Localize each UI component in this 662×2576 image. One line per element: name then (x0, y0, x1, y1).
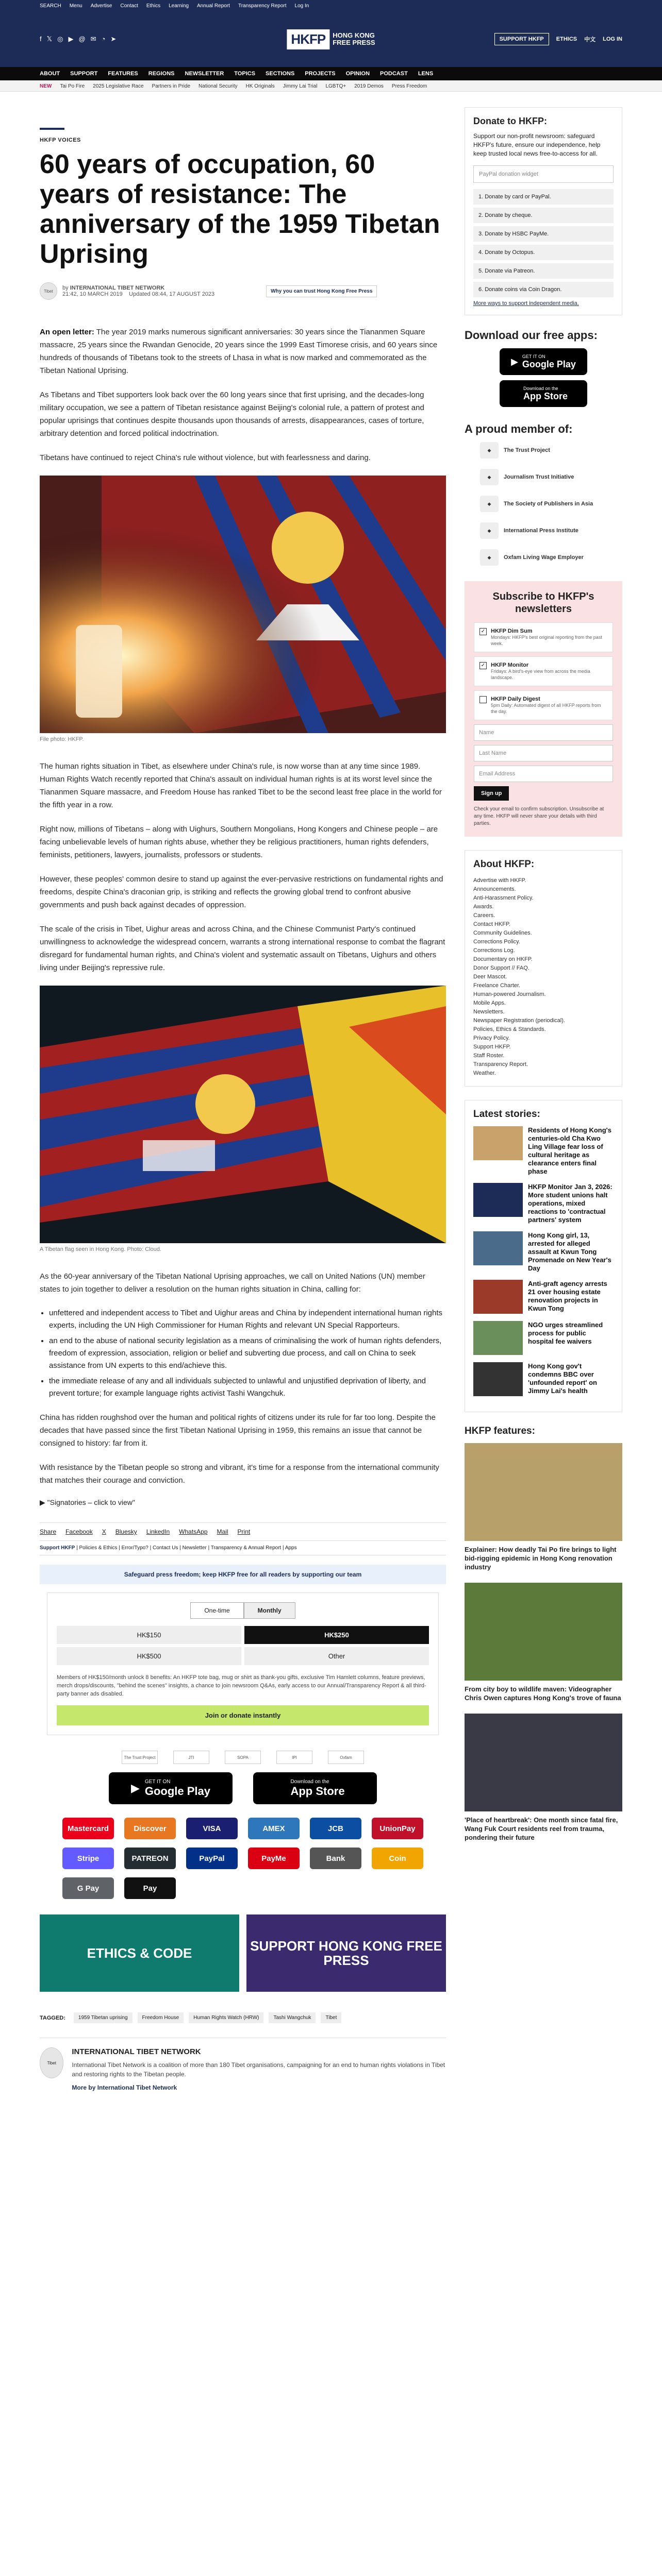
paragraph: China has ridden roughshod over the human and political rights of citizens under its rule for far too long. Despite the decades that have passed since the first Tibetan National Uprising in 1959, this remains an issue that cannot be consigned to history: far from it. (40, 1413, 436, 1448)
latest-story[interactable] (473, 1183, 614, 1224)
about-link[interactable]: Careers. (473, 912, 495, 919)
logo-line-2: FREE PRESS (333, 39, 375, 46)
donate-lead: Support our non-profit newsroom: safeguard HKFP's future, ensure our independence, help keep trusted local news free-to-access for all. (473, 132, 601, 157)
donate-option[interactable]: 5. Donate via Patreon. (473, 263, 614, 279)
trending-nav (0, 80, 662, 92)
partner-logo: JTI (173, 1751, 209, 1764)
paragraph: As the 60-year anniversary of the Tibetan National Uprising approaches, we call on United Nations (UN) member states to join together to deliver a resolution on the human rights situation in China, calling for: (40, 1272, 425, 1294)
article (40, 128, 446, 2092)
author-box (40, 2038, 446, 2092)
nav-item[interactable]: OPINION (345, 71, 370, 77)
paragraph-text: The year 2019 marks numerous significant anniversaries: 30 years since the Tiananmen Square massacre, 25 years since the Rwandan Genocide, 20 years since the 1999 East Timorese crisis, and 60 years since hundreds of thousands of Tibetans took to the streets of Lhasa in what is now marked and commemorated as the Tibetan National Uprising. (40, 328, 438, 375)
about-link[interactable]: Advertise with HKFP. (473, 877, 526, 884)
join-donate-button[interactable]: Join or donate instantly (57, 1705, 429, 1725)
newsletter-signup (465, 581, 622, 837)
learning-link[interactable]: Learning (169, 3, 189, 9)
member-name: International Press Institute (504, 528, 578, 534)
safeguard-banner[interactable]: Safeguard press freedom; keep HKFP free for all readers by supporting our team (40, 1565, 446, 1584)
nav-item[interactable]: NEWSLETTER (185, 71, 224, 77)
tag-link[interactable]: Human Rights Watch (HRW) (189, 2012, 263, 2023)
google-play-label: Google Play (144, 1784, 211, 1798)
share-label: Share (40, 1528, 57, 1535)
article-body (40, 326, 446, 1507)
newsletter-option-text (491, 662, 607, 681)
checkbox[interactable]: ✓ (479, 628, 487, 635)
about-link[interactable]: Staff Roster. (473, 1053, 505, 1059)
payment-methods (62, 1818, 423, 1899)
nav-item[interactable]: SECTIONS (266, 71, 295, 77)
about-link[interactable]: Weather. (473, 1070, 496, 1076)
trending-link[interactable]: HK Originals (245, 83, 275, 89)
app-store-label: App Store (290, 1784, 345, 1798)
facebook-icon[interactable]: f (40, 35, 42, 43)
paragraph: Tibetans have continued to reject China's rule without violence, but with fearlessness and daring. (40, 453, 371, 462)
author-link[interactable]: INTERNATIONAL TIBET NETWORK (70, 285, 165, 291)
trending-link[interactable]: Press Freedom (391, 83, 427, 89)
member-mark-icon: ◆ (480, 496, 499, 512)
payment-logo: Pay (124, 1877, 176, 1899)
tag-link[interactable]: 1959 Tibetan uprising (74, 2012, 133, 2023)
trending-link[interactable]: 2025 Legislative Race (93, 83, 144, 89)
separator: | (117, 1545, 122, 1551)
telegram-icon[interactable]: ➤ (110, 35, 117, 43)
feature-image[interactable] (465, 1443, 622, 1541)
newsletter-input[interactable]: Email Address (474, 766, 613, 782)
sidebar-app-store-top: Download on the (523, 385, 558, 391)
payment-logo: AMEX (248, 1818, 300, 1839)
features-section (465, 1426, 622, 1842)
about-link[interactable]: Privacy Policy. (473, 1035, 510, 1041)
about-link[interactable]: Support HKFP. (473, 1044, 511, 1050)
member-logo[interactable] (480, 522, 622, 539)
latest-story[interactable] (473, 1362, 614, 1396)
nav-item[interactable]: TOPICS (234, 71, 256, 77)
photo-flag-hong-kong (40, 986, 446, 1243)
sidebar-google-play-top: GET IT ON (522, 353, 545, 359)
member-perks: Members of HK$150/month unlock 8 benefits: An HKFP tote bag, mug or shirt as thank-you gifts, exclusive Tim Hamlett columns, feature previews, merch drops/discounts, "behind the scenes" insights, a chance to join newsroom Q&As, early access to our Annual/Transparency Report & all third-party banner ads disabled. (57, 1674, 426, 1697)
payment-logo: Coin (372, 1848, 423, 1869)
nav-item[interactable]: LENS (418, 71, 434, 77)
demand-item: • unfettered and independent access to Tibet and Uighur areas and China by independent international human rights experts, including the UN High Commissioner for Human Rights and relevant UN Special Rapporteurs. (49, 1307, 446, 1332)
tag-link[interactable]: Freedom House (138, 2012, 184, 2023)
story-title[interactable]: Anti-graft agency arrests 21 over housing estate renovation projects in Kwun Tong (528, 1280, 607, 1312)
about-link[interactable]: Human-powered Journalism. (473, 991, 546, 997)
trending-link[interactable]: Jimmy Lai Trial (283, 83, 318, 89)
trending-link[interactable]: Tai Po Fire (60, 83, 85, 89)
paragraph: The human rights situation in Tibet, as elsewhere under China's rule, is now worse than at any time since 1989. Human Rights Watch recently reported that China's assault on individual human rights is at its worst level since the Tiananmen Square massacre, and Freedom House has ranked Tibet to be the second least free place in the world for the fifth year in a row. (40, 762, 442, 809)
app-store-badge[interactable] (253, 1772, 377, 1804)
about-link[interactable]: Newspaper Registration (periodical). (473, 1018, 565, 1024)
latest-story[interactable] (473, 1231, 614, 1273)
demand-item: • an end to the abuse of national security legislation as a means of criminalising the work of human rights defenders, freedom of expression, association, religion or belief and subverting due process, and call on China to seek assistance from UN experts to this end/achieve this. (49, 1335, 446, 1372)
nav-item[interactable]: REGIONS (148, 71, 175, 77)
about-link[interactable]: Transparency Report. (473, 1061, 528, 1067)
sidebar-app-store[interactable] (500, 380, 587, 407)
paypal-widget[interactable]: PayPal donation widget (473, 165, 614, 183)
latest-story[interactable] (473, 1126, 614, 1176)
newsletter-option-text (491, 696, 607, 715)
partner-logo: SOPA (225, 1751, 261, 1764)
payment-logo: Stripe (62, 1848, 114, 1869)
member-logo[interactable] (480, 442, 622, 459)
amount-option[interactable]: HK$150 (57, 1626, 241, 1644)
paragraph (40, 326, 446, 377)
donate-option[interactable]: 3. Donate by HSBC PayMe. (473, 226, 614, 242)
amount-option[interactable]: Other (244, 1647, 429, 1665)
sidebar-app-store-label: App Store (523, 391, 568, 401)
google-play-top: GET IT ON (144, 1778, 171, 1785)
x-icon[interactable]: 𝕏 (46, 35, 53, 43)
feature-title[interactable]: From city boy to wildlife maven: Videographer Chris Owen captures Hong Kong's trove of fauna (465, 1685, 621, 1702)
story-title[interactable]: NGO urges streamlined process for public hospital fee waivers (528, 1321, 603, 1345)
apps-title: Download our free apps: (465, 329, 598, 342)
newsletter-input[interactable]: Last Name (474, 745, 613, 761)
threads-icon[interactable]: @ (78, 35, 86, 43)
payment-logo: Mastercard (62, 1818, 114, 1839)
donate-card (465, 107, 622, 315)
annual-report-link[interactable]: Annual Report (197, 3, 230, 9)
newsletter-option[interactable] (474, 622, 613, 652)
promo-banners (40, 1914, 446, 1992)
support-hkfp-button[interactable]: SUPPORT HKFP (494, 33, 549, 45)
newsletter-name: HKFP Monitor (491, 662, 529, 668)
about-link[interactable]: Community Guidelines. (473, 930, 532, 936)
main-nav (0, 67, 662, 80)
menu-link[interactable]: Menu (69, 3, 82, 9)
about-list (473, 876, 614, 1078)
checkbox[interactable]: ✓ (479, 662, 487, 669)
payment-logo: Discover (124, 1818, 176, 1839)
member-list (465, 442, 622, 566)
google-play-icon: ▶ (130, 1782, 140, 1794)
feature-story[interactable] (465, 1583, 622, 1702)
share-link[interactable]: X (102, 1528, 106, 1535)
feature-story[interactable] (465, 1714, 622, 1842)
share-link[interactable]: Print (237, 1528, 251, 1535)
photo-caption: File photo: HKFP. (40, 736, 84, 742)
newsletter-title: Subscribe to HKFP's newsletters (492, 591, 594, 615)
separator: | (75, 1545, 79, 1551)
separator: | (281, 1545, 285, 1551)
paragraph: With resistance by the Tibetan people so strong and vibrant, it's time for a response from the international community that matches their courage and conviction. (40, 1463, 439, 1485)
share-link[interactable]: LinkedIn (146, 1528, 170, 1535)
member-name: The Trust Project (504, 447, 550, 453)
donate-option[interactable]: 6. Donate coins via Coin Dragon. (473, 282, 614, 297)
sidebar (465, 116, 622, 2092)
about-title: About HKFP: (473, 859, 535, 870)
footer-link[interactable]: Policies & Ethics (79, 1545, 118, 1551)
about-link[interactable]: Mobile Apps. (473, 1000, 506, 1006)
donate-options (473, 189, 614, 297)
story-title[interactable]: Residents of Hong Kong's centuries-old Cha Kwo Ling Village fear loss of cultural heritage as clearance enters final phase (528, 1126, 611, 1175)
publish-date: 21:42, 10 MARCH 2019 (62, 291, 123, 297)
newsletter-option[interactable] (474, 690, 613, 720)
feature-title[interactable]: Explainer: How deadly Tai Po fire brings to light bid-rigging epidemic in Hong Kong renovation industry (465, 1546, 617, 1571)
donation-widget (47, 1592, 439, 1735)
share-link[interactable]: WhatsApp (179, 1528, 208, 1535)
masthead (0, 11, 662, 67)
checkbox[interactable] (479, 696, 487, 703)
tags-label: TAGGED: (40, 2014, 65, 2021)
story-title[interactable]: Hong Kong girl, 13, arrested for alleged assault at Kwun Tong Promenade on New Year's Day (528, 1231, 611, 1272)
member-mark-icon: ◆ (480, 469, 499, 485)
more-by-author-link[interactable]: More by International Tibet Network (72, 2084, 177, 2091)
donate-title: Donate to HKFP: (473, 116, 547, 126)
trending-link[interactable]: 2019 Demos (354, 83, 384, 89)
features-title: HKFP features: (465, 1426, 535, 1436)
byline (40, 282, 446, 300)
newsletter-input[interactable]: Name (474, 724, 613, 741)
footer-link[interactable]: Contact Us (152, 1545, 178, 1551)
nav-item[interactable]: SUPPORT (70, 71, 98, 77)
member-mark-icon: ◆ (480, 522, 499, 539)
google-play-icon: ▶ (511, 356, 518, 367)
trust-logos (40, 1751, 446, 1764)
feature-story[interactable] (465, 1443, 622, 1571)
article-kicker[interactable]: HKFP VOICES (40, 137, 81, 143)
search-link[interactable]: SEARCH (40, 3, 61, 9)
utility-bar (0, 0, 662, 11)
trust-link[interactable]: Why you can trust Hong Kong Free Press (266, 285, 377, 297)
newsletter-options (474, 622, 613, 720)
footer-link[interactable]: Apps (285, 1545, 297, 1551)
about-link[interactable]: Corrections Policy. (473, 939, 520, 945)
share-link[interactable]: Mail (217, 1528, 228, 1535)
signatories-toggle[interactable]: ▶ "Signatories – click to view" (40, 1498, 135, 1506)
separator: | (178, 1545, 183, 1551)
tag-list (40, 2012, 446, 2023)
about-link[interactable]: Policies, Ethics & Standards. (473, 1026, 546, 1032)
demand-item: • the immediate release of any and all individuals subjected to unlawful and unjustified deprivation of liberty, and prevent torture; for example language rights activist Tashi Wangchuk. (49, 1375, 446, 1400)
author-name[interactable]: INTERNATIONAL TIBET NETWORK (72, 2047, 201, 2056)
story-thumbnail[interactable] (473, 1231, 523, 1265)
member-name: Oxfam Living Wage Employer (504, 554, 584, 561)
latest-title: Latest stories: (473, 1109, 540, 1120)
amount-options (57, 1626, 429, 1665)
google-play-badge[interactable] (109, 1772, 233, 1804)
member-name: The Society of Publishers in Asia (504, 501, 593, 507)
paragraph: However, these peoples' common desire to stand up against the ever-pervasive restrictions on fundamental rights and freedoms, despite China's draconian grip, is striking and reflects the growing global trend to confront abusive governments and push back against decades of oppression. (40, 875, 443, 909)
contact-link[interactable]: Contact (120, 3, 138, 9)
demands-list (49, 1307, 446, 1400)
masthead-login-link[interactable]: LOG IN (603, 36, 622, 42)
support-banner[interactable]: SUPPORT HONG KONG FREE PRESS (246, 1914, 446, 1992)
member-name: Journalism Trust Initiative (504, 474, 574, 480)
payment-logo: G Pay (62, 1877, 114, 1899)
payment-logo: PayMe (248, 1848, 300, 1869)
feature-image[interactable] (465, 1583, 622, 1681)
partner-logo: IPI (276, 1751, 312, 1764)
nav-item[interactable]: PODCAST (380, 71, 408, 77)
tag-link[interactable]: Tashi Wangchuk (269, 2012, 316, 2023)
ethics-link[interactable]: Ethics (146, 3, 161, 9)
latest-story[interactable] (473, 1321, 614, 1355)
photo-candle-flag (40, 476, 446, 733)
latest-stories (465, 1100, 622, 1412)
footer-link[interactable]: Transparency & Annual Report (210, 1545, 282, 1551)
separator: | (148, 1545, 153, 1551)
member-title: A proud member of: (465, 422, 573, 435)
newsletter-name: HKFP Daily Digest (491, 696, 540, 702)
member-mark-icon: ◆ (480, 442, 499, 459)
donate-option[interactable]: 4. Donate by Octopus. (473, 245, 614, 260)
separator: | (206, 1545, 211, 1551)
share-bar (40, 1522, 446, 1541)
story-thumbnail[interactable] (473, 1362, 523, 1396)
frequency-monthly[interactable]: Monthly (244, 1602, 295, 1619)
payment-logo: JCB (310, 1818, 361, 1839)
newsletter-name: HKFP Dim Sum (491, 628, 533, 634)
donate-option[interactable]: 2. Donate by cheque. (473, 208, 614, 223)
sidebar-google-play-label: Google Play (522, 359, 576, 369)
rss-icon[interactable]: ◔ (101, 35, 106, 43)
ethics-banner[interactable]: ETHICS & CODE (40, 1914, 239, 1992)
about-link[interactable]: Documentary on HKFP. (473, 956, 533, 962)
tibetan-flag-photo (40, 476, 446, 733)
app-store-badges (40, 1772, 446, 1804)
about-link[interactable]: Deer Mascot. (473, 974, 507, 980)
nav-item[interactable]: ABOUT (40, 71, 60, 77)
youtube-icon[interactable]: ▶ (68, 35, 74, 43)
trending-link[interactable]: National Security (198, 83, 238, 89)
newsletter-note: Check your email to confirm subscription. Unsubscribe at any time. HKFP will never share your details with third parties. (474, 806, 604, 826)
latest-story[interactable] (473, 1280, 614, 1314)
footer-link[interactable]: Error/Typo? (121, 1545, 148, 1551)
trending-link[interactable]: Partners in Pride (152, 83, 191, 89)
paragraph: As Tibetans and Tibet supporters look back over the 60 long years since that first uprising, and the decades-long military occupation, we see a pattern of Tibetan resistance against Beijing's colonial rule, a pattern of protest and popular uprisings that continues despite thousands upon thousands of arrests, disappearances, cases of torture, arbitrary detention and forced political indoctrination. (40, 391, 424, 438)
latest-list (473, 1126, 614, 1396)
tag-link[interactable]: Tibet (321, 2012, 341, 2023)
photo-caption: A Tibetan flag seen in Hong Kong. Photo: Cloud. (40, 1246, 162, 1252)
story-title[interactable]: Hong Kong gov't condemns BBC over 'unfounded report' on Jimmy Lai's health (528, 1362, 597, 1395)
about-link[interactable]: Awards. (473, 904, 494, 910)
transparency-report-link[interactable]: Transparency Report (238, 3, 287, 9)
email-icon[interactable]: ✉ (90, 35, 96, 43)
frequency-one-time[interactable]: One-time (190, 1602, 243, 1619)
paragraph: Right now, millions of Tibetans – along with Uighurs, Southern Mongolians, Hong Kongers and Chinese people – are facing unbelievable levels of human rights abuse, whether they be religious practitioners, human rights defenders, feminists, petitioners, lawyers, journalists, professors or students. (40, 825, 438, 859)
features-list (465, 1443, 622, 1842)
login-link[interactable]: Log In (294, 3, 309, 9)
member-logo[interactable] (480, 549, 622, 566)
sidebar-google-play[interactable] (500, 348, 587, 375)
feature-title[interactable]: 'Place of heartbreak': One month since fatal fire, Wang Fuk Court residents reel from trauma, pondering their future (465, 1816, 618, 1841)
payment-logo: VISA (186, 1818, 238, 1839)
story-thumbnail[interactable] (473, 1126, 523, 1160)
story-thumbnail[interactable] (473, 1321, 523, 1355)
about-link[interactable]: Freelance Charter. (473, 982, 521, 989)
logo-mark: HKFP (287, 29, 329, 49)
payment-logo: Bank (310, 1848, 361, 1869)
member-logo[interactable] (480, 496, 622, 512)
author-avatar[interactable]: Tibet (40, 2047, 63, 2078)
updated-date: Updated 08:44, 17 AUGUST 2023 (129, 291, 215, 297)
newsletter-fields (474, 724, 613, 782)
amount-option-selected[interactable]: HK$250 (244, 1626, 429, 1644)
story-title[interactable]: HKFP Monitor Jan 3, 2026: More student unions halt operations, mixed reactions to 'contractual partners' system (528, 1183, 613, 1224)
about-link[interactable]: Donor Support // FAQ. (473, 965, 529, 971)
author-bio: International Tibet Network is a coalition of more than 180 Tibet organisations, campaigning for an end to human rights violations in Tibet and restoring rights to the Tibetan people. (72, 2061, 445, 2078)
author-prefix: by (62, 285, 69, 291)
logo-wordmark (333, 32, 375, 46)
newsletter-option[interactable] (474, 656, 613, 686)
payment-logo: PATREON (124, 1848, 176, 1869)
nav-item[interactable]: PROJECTS (305, 71, 336, 77)
payment-logo: PayPal (186, 1848, 238, 1869)
share-link[interactable]: Bluesky (115, 1528, 137, 1535)
site-logo[interactable] (287, 29, 375, 49)
footer-link[interactable]: Support HKFP (40, 1545, 75, 1551)
newsletter-option-text (491, 628, 607, 647)
member-mark-icon: ◆ (480, 549, 499, 566)
social-icons (40, 35, 116, 43)
partner-logo: Oxfam (328, 1751, 364, 1764)
partner-logo: The Trust Project (122, 1751, 158, 1764)
donate-option[interactable]: 1. Donate by card or PayPal. (473, 189, 614, 205)
trending-link[interactable]: LGBTQ+ (325, 83, 346, 89)
about-link[interactable]: Contact HKFP. (473, 921, 510, 927)
about-link[interactable]: Announcements. (473, 886, 516, 892)
newsletter-desc: Mondays: HKFP's best original reporting from the past week. (491, 635, 602, 646)
signup-button[interactable]: Sign up (474, 786, 509, 801)
amount-option[interactable]: HK$500 (57, 1647, 241, 1665)
feature-image[interactable] (465, 1714, 622, 1811)
payment-logo: UnionPay (372, 1818, 423, 1839)
kicker-bar (40, 128, 64, 130)
about-link[interactable]: Anti-Harassment Policy. (473, 895, 534, 901)
flag-night-photo (40, 986, 446, 1243)
frequency-toggle (57, 1602, 429, 1619)
footer-link[interactable]: Newsletter (182, 1545, 207, 1551)
newsletter-desc: 5pm Daily: Automated digest of all HKFP reports from the day. (491, 703, 601, 714)
app-store-top: Download on the (290, 1778, 329, 1785)
language-link[interactable]: 中文 (584, 37, 596, 43)
story-thumbnail[interactable] (473, 1280, 523, 1314)
ethics-nav-link[interactable]: ETHICS (556, 36, 577, 42)
article-title: 60 years of occupation, 60 years of resistance: The anniversary of the 1959 Tibetan Uprising (40, 149, 440, 269)
more-ways-link[interactable]: More ways to support independent media. (473, 300, 579, 307)
logo-line-1: HONG KONG (333, 31, 375, 39)
article-footer-links (40, 1541, 446, 1555)
lead-label: An open letter: (40, 328, 94, 336)
avatar[interactable]: Tibet (40, 282, 57, 300)
member-logo[interactable] (480, 469, 622, 485)
share-link[interactable]: Facebook (65, 1528, 93, 1535)
instagram-icon[interactable]: ◎ (57, 35, 63, 43)
new-label: NEW (40, 83, 52, 89)
paragraph: The scale of the crisis in Tibet, Uighur areas and across China, and the Chinese Communist Party's continued unwillingness to acknowledge the widespread concern, warrants a strong international response to combat the flagrant disregard for fundamental human rights, and China's violent and systematic assault on Tibetans, Uighurs and others living under Beijing's repressive rule. (40, 925, 445, 972)
advertise-link[interactable]: Advertise (90, 3, 112, 9)
about-link[interactable]: Corrections Log. (473, 947, 515, 954)
story-thumbnail[interactable] (473, 1183, 523, 1217)
nav-item[interactable]: FEATURES (108, 71, 138, 77)
about-card (465, 850, 622, 1087)
newsletter-desc: Fridays: A bird's-eye view from across the media landscape. (491, 669, 590, 680)
about-link[interactable]: Newsletters. (473, 1009, 505, 1015)
